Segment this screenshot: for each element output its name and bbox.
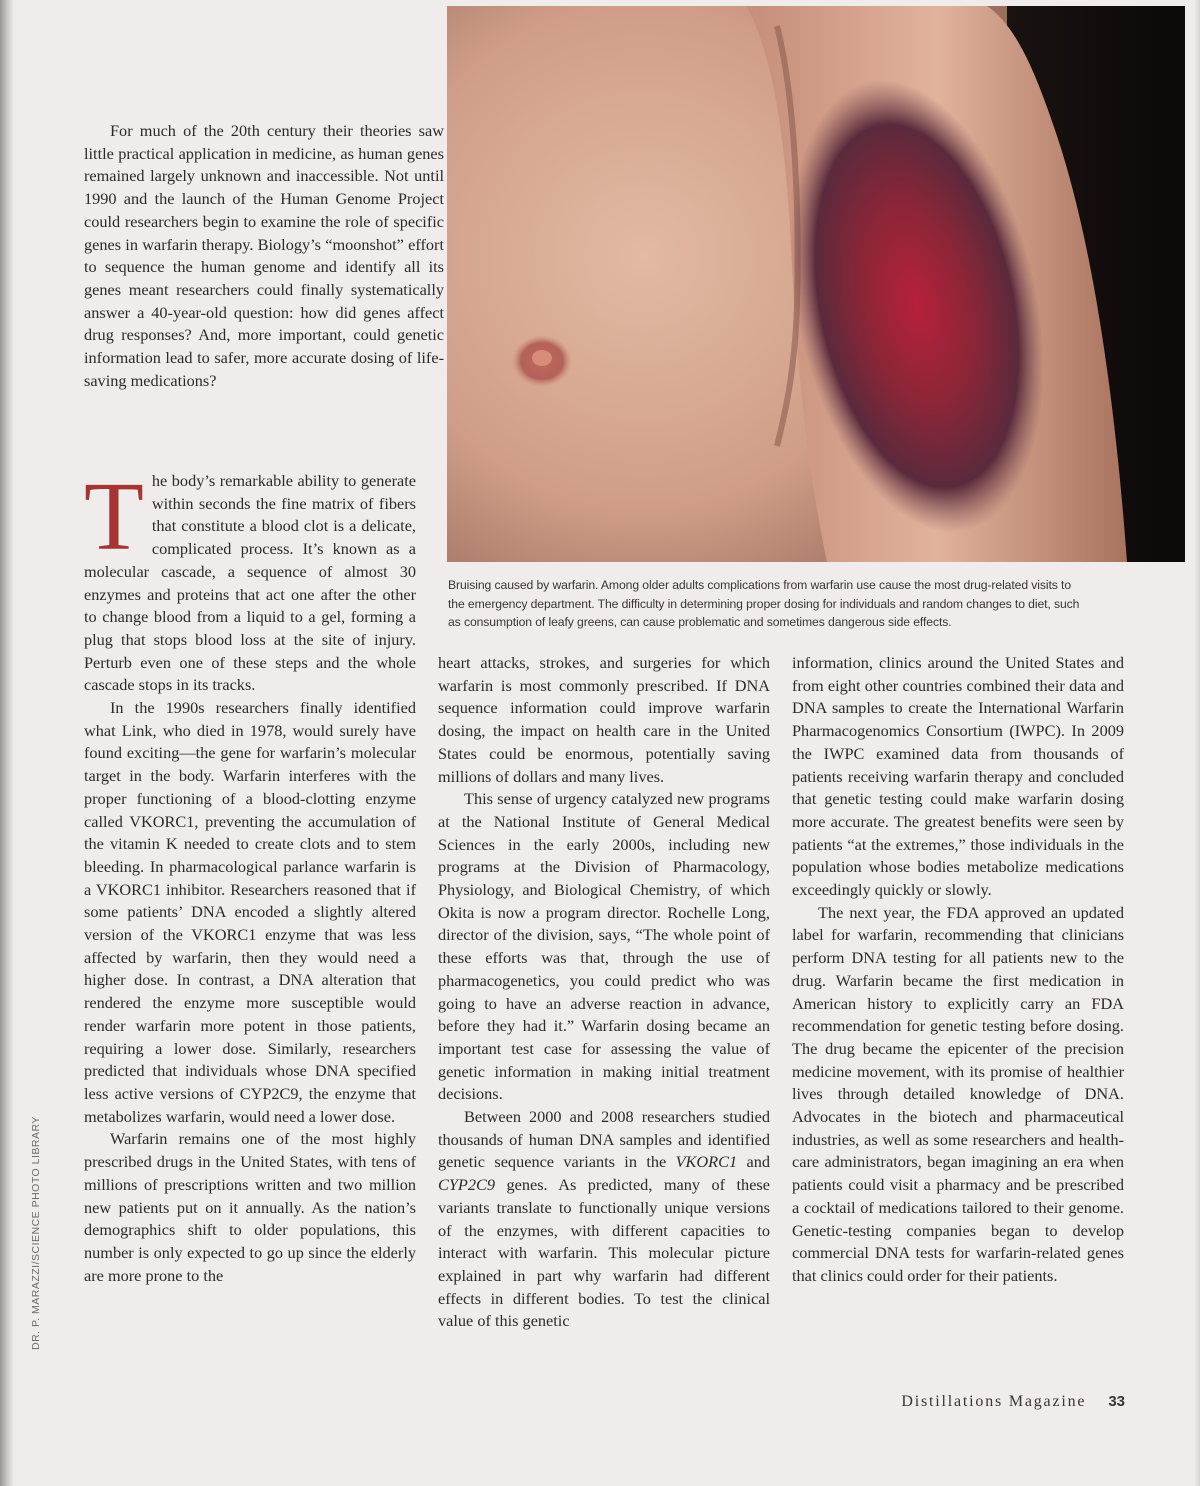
paragraph-intro: For much of the 20th century their theories saw little practical application in medicine, as human genes remained largely unknown and inaccessible. Not until 1990 and the launch of the Human Genome Project could researchers begin to examine the role of specific genes in warfarin therapy. Biology’s “moonshot” effort to sequence the human genome and identify all its genes meant researchers could finally systematically answer a 40-year-old question: how did genes affect drug responses? And, more important, could genetic information lead to safer, more accurate dosing of life-saving medications? — [84, 121, 444, 390]
paragraph-5-part-b: and — [737, 1152, 770, 1172]
paragraph-2: In the 1990s researchers finally identified what Link, who died in 1978, would surely have found exciting—the gene for warfarin’s molecular target in the body. Warfarin interferes with the proper functioning of a blood-clotting enzyme called VKORC1, preventing the accumulation of the vitamin K needed to create clots and to stem bleeding. In pharmacological parlance warfarin is a VKORC1 inhibitor. Researchers reasoned that if some patients’ DNA encoded a slightly altered version of the VKORC1 enzyme that was less affected by warfarin, then they would need a higher dose. In contrast, a DNA alteration that rendered the enzyme more susceptible would render warfarin more potent in those patients, requiring a lower dose. Similarly, researchers predicted that individuals whose DNA specified less active versions of CYP2C9, the enzyme that metabolizes warfarin, would need a lower dose. — [84, 698, 416, 1126]
photo-credit: DR. P. MARAZZI/SCIENCE PHOTO LIBRARY — [30, 1116, 42, 1350]
paragraph-5-part-c: genes. As predicted, many of these variants translate to functionally unique versions of the enzymes, with different capacities to interact with warfarin. This molecular picture explained in part why warfarin had different effects in different bodies. To test the clinical value of this genetic — [438, 1175, 770, 1331]
gene-name-vkorc1: VKORC1 — [675, 1152, 738, 1172]
photo-caption: Bruising caused by warfarin. Among older adults complications from warfarin use cause the most drug-related visits to the emergency department. The difficulty in determining proper dosing for individuals and random changes to diet, such as consumption of leafy greens, can cause problematic and sometimes dangerous side effects. — [448, 578, 1080, 630]
paragraph-4: This sense of urgency catalyzed new programs at the National Institute of General Medical Sciences in the early 2000s, including new programs at the Division of Pharmacology, Physiology, and Biological Chemistry, of which Okita is now a program director. Rochelle Long, director of the division, says, “The whole point of these efforts was that, through the use of pharmacogenetics, you could predict who was going to have an adverse reaction in advance, before they had it.” Warfarin dosing became an important test case for assessing the value of genetic information in making initial treatment decisions. — [438, 789, 770, 1104]
column-right — [792, 652, 1124, 1288]
page-edge-shadow — [1194, 0, 1200, 1486]
column-middle — [438, 652, 770, 1333]
gene-name-cyp2c9: CYP2C9 — [438, 1175, 496, 1195]
page-footer — [901, 1393, 1125, 1411]
paragraph-6: The next year, the FDA approved an updated label for warfarin, recommending that clinicians perform DNA testing for all patients new to the drug. Warfarin became the first medication in American history to explicitly carry an FDA recommendation for genetic testing before dosing. The drug became the epicenter of the precision medicine movement, with its promise of healthier lives through detailed knowledge of DNA. Advocates in the biotech and pharmaceutical industries, as well as some researchers and health-care administrators, began imagining an era when patients could visit a pharmacy and be prescribed a cocktail of medications tailored to their genome. Genetic-testing companies began to develop commercial DNA tests for warfarin-related genes that clinics could order for their patients. — [792, 902, 1124, 1285]
paragraph-5-continued: information, clinics around the United States and from eight other countries combined their data and DNA samples to create the International Warfarin Pharmacogenomics Consortium (IWPC). In 2009 the IWPC examined data from thousands of patients receiving warfarin therapy and concluded that genetic testing could make warfarin dosing more accurate. The greatest benefits were seen by patients “at the extremes,” those individuals in the population whose bodies metabolize medications exceedingly quickly or slowly. — [792, 653, 1124, 900]
paragraph-3: Warfarin remains one of the most highly prescribed drugs in the United States, with tens of millions of prescriptions written and two million new patients put on it annually. As the nation’s demographics shift to older populations, this number is only expected to go up since the elderly are more prone to the — [84, 1129, 416, 1285]
drop-cap: T — [84, 463, 144, 571]
page-number: 33 — [1108, 1393, 1125, 1410]
paragraph-5-part-a: Between 2000 and 2008 researchers studied thousands of human DNA samples and identified genetic sequence variants in the — [438, 1107, 770, 1172]
page-spine-shadow — [0, 0, 14, 1486]
bruise-photo — [447, 6, 1185, 562]
magazine-name: Distillations Magazine — [901, 1393, 1087, 1410]
paragraph-1 — [84, 463, 416, 697]
paragraph-3-continued: heart attacks, strokes, and surgeries for which warfarin is most commonly prescribed. If DNA sequence information could improve warfarin dosing, the impact on health care in the United States could be enormous, potentially saving millions of dollars and many lives. — [438, 653, 770, 786]
paragraph-1-text: he body’s remarkable ability to generate within seconds the fine matrix of fibers that constitute a blood clot is a delicate, complicated process. It’s known as a molecular cascade, a sequence of almost 30 enzymes and proteins that act one after the other to change blood from a liquid to a gel, forming a plug that stops blood loss at the site of injury. Perturb even one of these steps and the whole cascade stops in its tracks. — [84, 471, 416, 695]
paragraph-5 — [438, 1106, 770, 1333]
column-left — [84, 463, 416, 1287]
column-left-intro — [84, 120, 444, 392]
